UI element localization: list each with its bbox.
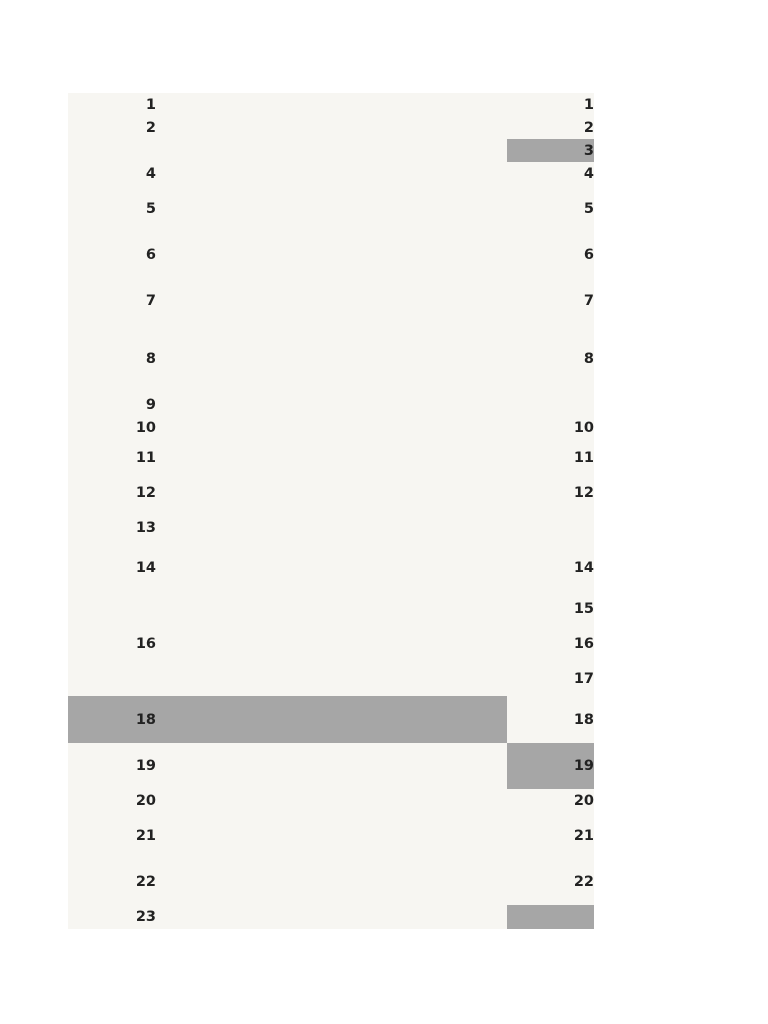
value-cell[interactable]: 16 [573, 635, 594, 652]
row-number-cell[interactable]: 16 [135, 635, 156, 652]
name-cell[interactable] [156, 591, 322, 626]
table-row [68, 278, 594, 324]
value-cell[interactable]: 18 [573, 711, 594, 728]
row-number-cell[interactable]: 6 [145, 247, 156, 263]
row-number-cell[interactable]: 1 [145, 96, 156, 113]
table-row [68, 591, 594, 626]
table-row [68, 696, 594, 743]
table-row [68, 162, 594, 185]
table-row [68, 661, 594, 696]
name-cell[interactable] [156, 859, 322, 905]
row-number-cell[interactable]: 20 [135, 793, 156, 809]
table-row [68, 139, 594, 162]
value-cell-highlighted[interactable]: 19 [507, 743, 594, 789]
tags-cell[interactable] [322, 278, 507, 324]
tags-cell[interactable] [322, 324, 507, 393]
value-cell[interactable]: 12 [573, 484, 594, 501]
row-number-cell[interactable] [68, 139, 156, 162]
row-number-cell[interactable]: 14 [135, 560, 156, 576]
spreadsheet [68, 93, 594, 929]
name-cell[interactable] [156, 416, 322, 440]
value-cell[interactable]: 6 [583, 247, 594, 263]
row-number-cell[interactable]: 10 [135, 420, 156, 436]
name-cell[interactable] [156, 626, 322, 661]
tags-cell[interactable] [322, 416, 507, 440]
value-cell[interactable]: 2 [583, 119, 594, 136]
table-row [68, 789, 594, 813]
tags-cell[interactable] [322, 93, 507, 116]
tags-cell[interactable] [322, 162, 507, 185]
table-row [68, 743, 594, 789]
value-cell[interactable]: 14 [573, 560, 594, 576]
tags-cell[interactable] [322, 626, 507, 661]
table-row [68, 185, 594, 232]
value-cell[interactable]: 8 [583, 350, 594, 367]
table-row [68, 324, 594, 393]
name-cell[interactable] [156, 162, 322, 185]
name-cell[interactable] [156, 324, 322, 393]
table-row [68, 475, 594, 510]
table-row [68, 232, 594, 278]
value-cell[interactable] [507, 510, 594, 545]
tags-cell[interactable] [322, 905, 507, 929]
name-cell[interactable] [156, 545, 322, 591]
name-cell[interactable] [156, 116, 322, 139]
name-cell[interactable] [156, 232, 322, 278]
row-number-cell[interactable]: 19 [135, 758, 156, 774]
value-cell[interactable]: 22 [573, 874, 594, 890]
tags-cell[interactable] [322, 545, 507, 591]
row-number-cell-highlighted[interactable]: 18 [68, 696, 156, 743]
value-cell[interactable]: 5 [583, 200, 594, 217]
value-cell[interactable]: 11 [573, 449, 594, 466]
value-cell-highlighted[interactable]: 3 [507, 139, 594, 162]
tags-cell[interactable] [322, 661, 507, 696]
tags-cell[interactable] [322, 440, 507, 475]
name-cell[interactable] [156, 440, 322, 475]
tags-cell[interactable] [322, 813, 507, 859]
name-cell[interactable] [156, 93, 322, 116]
row-number-cell[interactable] [68, 661, 156, 696]
table-row [68, 440, 594, 475]
tags-cell[interactable] [322, 393, 507, 416]
table-row [68, 626, 594, 661]
name-cell[interactable] [156, 905, 322, 929]
row-number-cell[interactable]: 9 [145, 396, 156, 413]
row-number-cell[interactable]: 11 [135, 449, 156, 466]
row-number-cell[interactable]: 12 [135, 484, 156, 501]
row-number-cell[interactable]: 4 [145, 165, 156, 182]
name-cell[interactable] [156, 813, 322, 859]
table-row [68, 905, 594, 929]
name-cell[interactable] [156, 475, 322, 510]
tags-cell[interactable] [322, 475, 507, 510]
table-row [68, 813, 594, 859]
row-number-cell[interactable] [68, 591, 156, 626]
value-cell[interactable]: 15 [573, 600, 594, 617]
row-number-cell[interactable]: 23 [135, 909, 156, 925]
tags-cell[interactable] [322, 591, 507, 626]
tags-cell[interactable] [322, 859, 507, 905]
name-cell[interactable] [156, 278, 322, 324]
tags-cell[interactable] [322, 789, 507, 813]
table-row [68, 859, 594, 905]
value-cell[interactable]: 7 [583, 293, 594, 309]
value-cell[interactable]: 1 [583, 96, 594, 113]
name-cell[interactable] [156, 661, 322, 696]
row-number-cell[interactable]: 2 [145, 119, 156, 136]
name-cell[interactable] [156, 743, 322, 789]
tags-cell[interactable] [322, 139, 507, 162]
tags-cell[interactable] [322, 743, 507, 789]
value-cell[interactable]: 20 [573, 793, 594, 809]
row-number-cell[interactable]: 5 [145, 200, 156, 217]
row-number-cell[interactable]: 13 [135, 519, 156, 536]
row-number-cell[interactable]: 7 [145, 293, 156, 309]
table-row [68, 510, 594, 545]
value-cell[interactable]: 21 [573, 828, 594, 844]
value-cell[interactable]: 10 [573, 420, 594, 436]
row-number-cell[interactable]: 22 [135, 874, 156, 890]
tags-cell[interactable] [322, 510, 507, 545]
name-cell[interactable] [156, 789, 322, 813]
name-cell-highlighted[interactable] [156, 696, 322, 743]
table-row [68, 116, 594, 139]
name-cell[interactable] [156, 139, 322, 162]
tags-cell[interactable] [322, 185, 507, 232]
value-cell[interactable]: 17 [573, 670, 594, 687]
table-row [68, 393, 594, 416]
name-cell[interactable] [156, 393, 322, 416]
row-number-cell[interactable]: 8 [145, 350, 156, 367]
name-cell[interactable] [156, 510, 322, 545]
name-cell[interactable] [156, 185, 322, 232]
tags-cell[interactable] [322, 232, 507, 278]
value-cell-highlighted[interactable] [507, 905, 594, 929]
table-row [68, 416, 594, 440]
row-number-cell[interactable]: 21 [135, 828, 156, 844]
table-row [68, 93, 594, 116]
tags-cell-highlighted[interactable] [322, 696, 507, 743]
tags-cell[interactable] [322, 116, 507, 139]
value-cell[interactable] [507, 393, 594, 416]
value-cell[interactable]: 4 [583, 165, 594, 182]
table-row [68, 545, 594, 591]
